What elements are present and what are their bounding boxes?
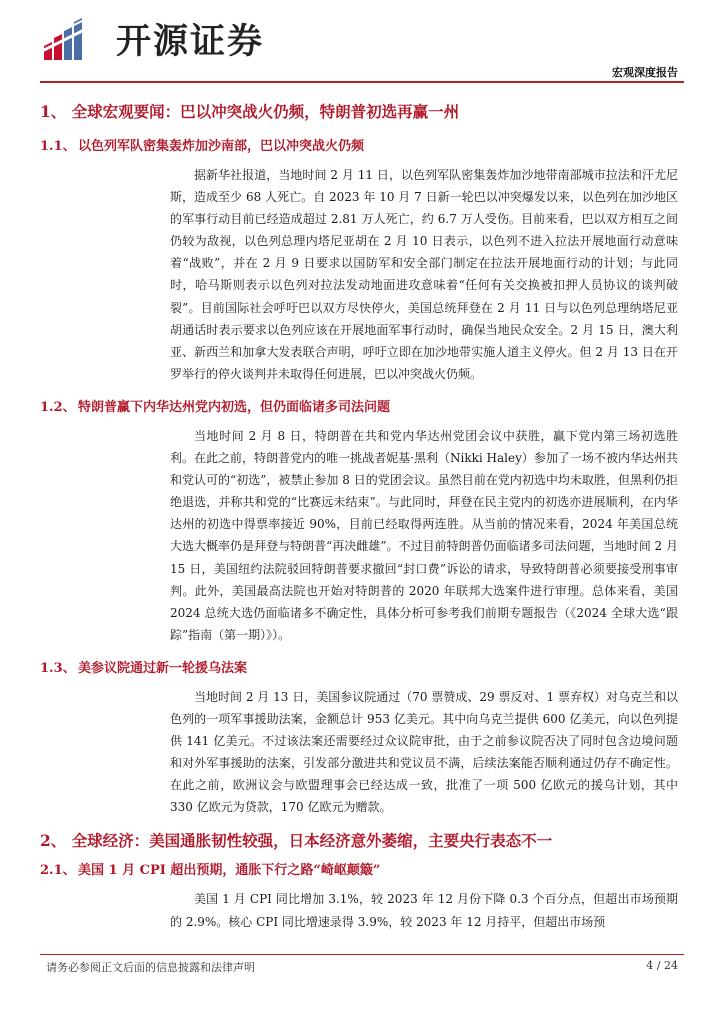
subsection-heading: 以色列军队密集轰炸加沙南部，巴以冲突战火仍频 <box>78 139 365 154</box>
header-divider <box>40 81 684 83</box>
subsection-heading: 美参议院通过新一轮援乌法案 <box>78 660 248 676</box>
brand-name: 开源证券 <box>116 22 265 62</box>
disclaimer: 请务必参阅正文后面的信息披露和法律声明 <box>46 961 255 974</box>
paragraph: 美国 1 月 CPI 同比增加 3.1%，较 2023 年 12 月份下降 0.3 个百分点，但超出市场预期的 2.9%。核心 CPI 同比增速录得 3.9%，较 2023 年 12 月持平，但超出市场预 <box>170 892 678 929</box>
section-2-title: 2、 全球经济：美国通胀韧性较强，日本经济意外萎缩，主要央行表态不一 <box>40 831 553 851</box>
paragraph: 当地时间 2 月 13 日，美国参议院通过（70 票赞成、29 票反对、1 票弃权）对乌克兰和以色列的一项军事援助法案，金额总计 953 亿美元。其中向乌克兰提供 600 亿美元，向以色列提供 141 亿美元。不过该法案还需要经过众议院审批，由于之前参议院否决了同时包含边境问题和对外军事援助的法案，引发部分激进共和党议员不满，后续法案能否顺利通过仍存不确定性。在此之前，欧洲议会与欧盟理事会已经达成一致，批准了一项 500 亿欧元的援乌计划，其中 330 亿欧元为贷款，170 亿欧元为赠款。 <box>170 689 678 815</box>
subsection-2-1-title <box>40 856 678 886</box>
main-content <box>40 92 678 941</box>
report-type: 宏观深度报告 <box>612 66 678 79</box>
paragraph: 当地时间 2 月 8 日，特朗普在共和党内华达州党团会议中获胜，赢下党内第三场初选胜利。在此之前，特朗普党内的唯一挑战者妮基·黑利（Nikki Haley）参加了一场不被内华达州共和党认可的“初选”，被禁止参加 8 日的党团会议。虽然目前在党内初选中均未取胜，但黑利仍拒绝退选，并称共和党的“比赛远未结束”。与此同时，拜登在民主党内的初选亦进展顺利，在内华达州的初选中得票率接近 90%，目前已经取得两连胜。从当前的情况来看，2024 年美国总统大选大概率仍是拜登与特朗普“再决雌雄”。不过目前特朗普仍面临诸多司法问题，当地时间 2 月 15 日，美国纽约法院驳回特朗普要求撤回“封口费”诉讼的请求，导致特朗普必须要接受刑事审判。此外，美国最高法院也开始对特朗普的 2020 年联邦大选案件进行审理。总体来看，美国 2024 总统大选仍面临诸多不确定性，具体分析可参考我们前期专题报告（《2024 全球大选“跟踪”指南（第一期）》）。 <box>170 428 678 642</box>
subsection-number: 1.2、 <box>40 399 76 415</box>
paragraph: 据新华社报道，当地时间 2 月 11 日，以色列军队密集轰炸加沙地带南部城市拉法和汗尤尼斯，造成至少 68 人死亡。自 2023 年 10 月 7 日新一轮巴以冲突爆发以来，以色列在加沙地区的军事行动目前已经造成超过 2.81 万人死亡，约 6.7 万人受伤。目前来看，巴以双方相互之间仍较为敌视，以色列总理内塔尼亚胡在 2 月 10 日表示，以色列不进入拉法开展地面行动意味着“战败”，并在 2 月 9 日要求以国防军和安全部门制定在拉法开展地面行动的计划；与此同时，哈马斯则表示以色列对拉法发动地面进攻意味着“任何有关交换被扣押人员协议的谈判破裂”。目前国际社会呼吁巴以双方尽快停火，美国总统拜登在 2 月 11 日与以色列总理纳塔尼亚胡通话时表示要求以色列应该在开展地面军事行动时，确保当地民众安全。2 月 15 日，澳大利亚、新西兰和加拿大发表联合声明，呼吁立即在加沙地带实施人道主义停火。但 2 月 13 日在开罗举行的停火谈判并未取得任何进展，巴以冲突战火仍频。 <box>170 168 678 381</box>
subsection-number: 2.1、 <box>40 863 76 879</box>
subsection-number: 1.3、 <box>40 660 76 676</box>
kaiyuan-logo-icon <box>40 16 112 62</box>
subsection-heading: 特朗普赢下内华达州党内初选，但仍面临诸多司法问题 <box>78 399 391 415</box>
subsection-1-2-title <box>40 393 678 423</box>
footer-divider <box>40 954 684 955</box>
subsection-1-1-title <box>40 132 678 162</box>
subsection-heading: 美国 1 月 CPI 超出预期，通胀下行之路“崎岖颠簸” <box>78 863 381 879</box>
page-header <box>0 0 724 92</box>
subsection-1-3-title <box>40 654 678 684</box>
subsection-number: 1.1、 <box>40 139 76 154</box>
section-1-title: 1、 全球宏观要闻：巴以冲突战火仍频，特朗普初选再赢一州 <box>40 102 460 121</box>
page-number: 4 / 24 <box>646 959 678 972</box>
